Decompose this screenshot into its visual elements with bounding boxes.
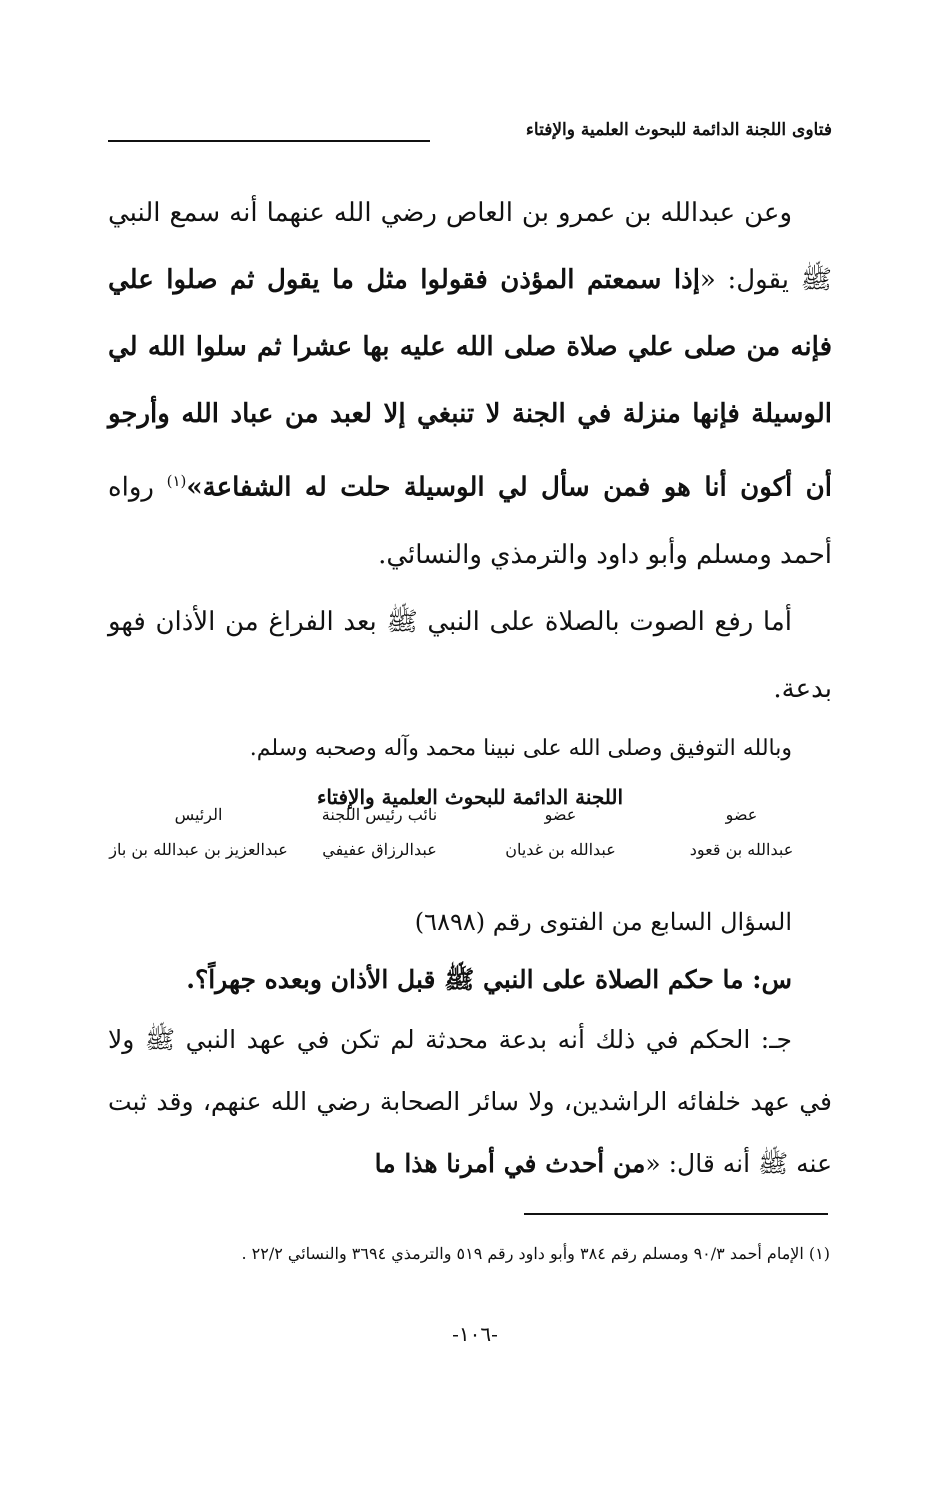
signature-name: عبدالرزاق عفيفي — [322, 840, 437, 859]
signature-name: عبدالعزيز بن عبدالله بن باز — [109, 840, 288, 859]
header-title: فتاوى اللجنة الدائمة للبحوث العلمية والإفتاء — [525, 120, 832, 140]
signature-role: عضو — [725, 805, 758, 824]
closing-line: وبالله التوفيق وصلى الله على نبينا محمد وآله وصحبه وسلم. — [249, 735, 792, 761]
answer-hadith: من أحدث في أمرنا هذا ما — [374, 1149, 646, 1178]
page-number: -١٠٦- — [452, 1322, 498, 1346]
hadith-text: إذا سمعتم المؤذن فقولوا مثل ما يقول ثم صلوا علي فإنه من صلى علي صلاة صلى الله عليه بها عشرا ثم سلوا الله لي الوسيلة فإنها منزلة في الجنة لا تنبغي إلا لعبد من عباد الله وأرجو أن أكون أنا هو فمن سأل لي الوسيلة حلت له الشفاعة — [108, 265, 832, 503]
footnote: (١) الإمام أحمد ٩٠/٣ ومسلم رقم ٣٨٤ وأبو داود رقم ٥١٩ والترمذي ٣٦٩٤ والنسائي ٢٢/٢ . — [241, 1244, 830, 1263]
answer-text — [108, 1009, 832, 1195]
answer-body: جـ: الحكم في ذلك أنه بدعة محدثة لم تكن في عهد النبي ﷺ ولا في عهد خلفائه الراشدين، ولا سائر الصحابة رضي الله عنهم، وقد ثبت عنه ﷺ أنه قال: « — [108, 1025, 832, 1178]
signature-name: عبدالله بن غديان — [505, 840, 616, 859]
signature-role: عضو — [544, 805, 577, 824]
hadith-paragraph — [108, 180, 832, 589]
signature-member-1 — [651, 800, 832, 870]
ruling-paragraph: أما رفع الصوت بالصلاة على النبي ﷺ بعد الفراغ من الأذان فهو بدعة. — [108, 606, 832, 704]
signature-role: نائب رئيس اللجنة — [321, 805, 438, 824]
question-title: السؤال السابع من الفتوى رقم (٦٨٩٨) — [414, 908, 792, 936]
running-header — [108, 114, 832, 154]
fatwa-body — [108, 180, 832, 817]
footnote-ref: (١) — [166, 472, 187, 490]
hadith-intro: وعن عبدالله بن عمرو بن العاص رضي الله عنهما أنه سمع النبي ﷺ يقول: « — [108, 198, 832, 295]
signature-chair — [108, 800, 289, 870]
footnote-rule — [524, 1213, 828, 1215]
hadith-close-quote: » — [186, 472, 203, 503]
question-text: س: ما حكم الصلاة على النبي ﷺ قبل الأذان وبعده جهراً؟. — [186, 965, 792, 994]
signature-name: عبدالله بن قعود — [689, 840, 794, 859]
signature-member-2 — [470, 800, 651, 870]
hadith-source: رواه أحمد ومسلم وأبو داود والترمذي والنسائي. — [108, 472, 832, 570]
signature-role: الرئيس — [174, 805, 223, 824]
question-block — [108, 893, 832, 1195]
header-rule — [108, 140, 430, 142]
signatures — [108, 800, 832, 870]
signature-vice-chair — [289, 800, 470, 870]
committee-name: اللجنة الدائمة للبحوث العلمية والإفتاء — [316, 784, 624, 809]
